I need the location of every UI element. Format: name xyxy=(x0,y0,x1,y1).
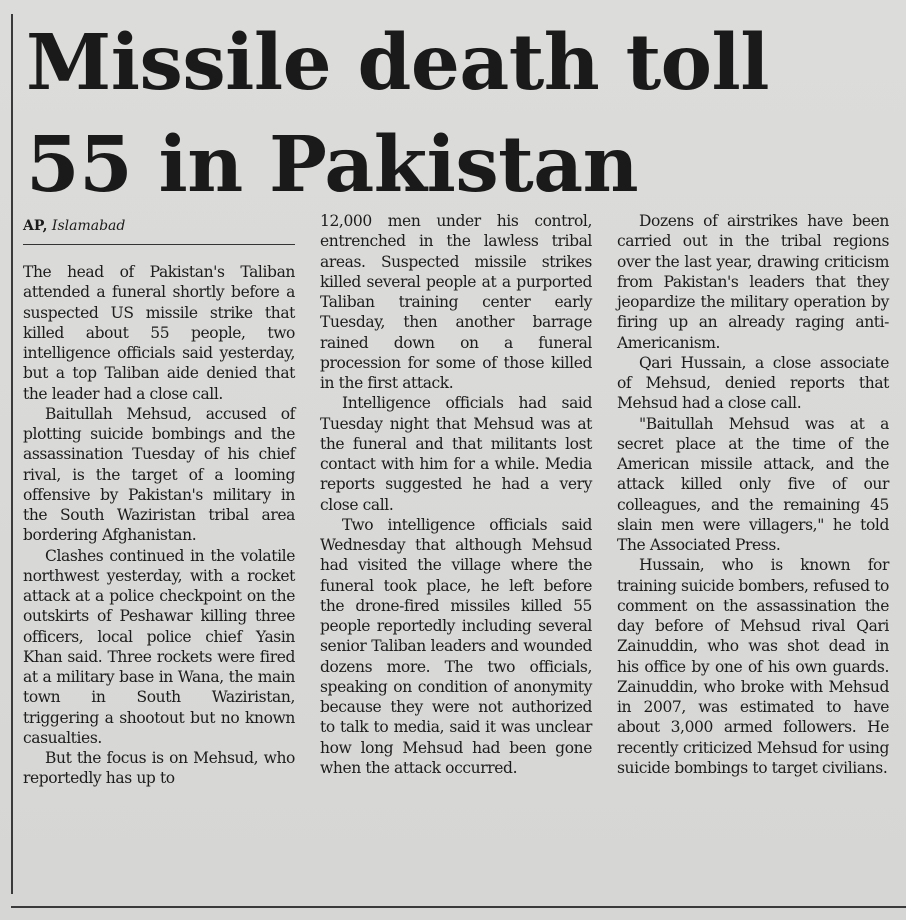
article-paragraph: Clashes continued in the volatile northwest yesterday, with a rocket attack at a police checkpoint on the outskirts of Peshawar killing three officers, local police chief Yasin Khan said. Three rockets were fired at a military base in Wana, the main town in South Waziristan, triggering a shootout but no known casualties. xyxy=(23,546,295,747)
article-paragraph: The head of Pakistan's Taliban attended a funeral shortly before a suspected US missile strike that killed about 55 people, two intelligence officials said yesterday, but a top Taliban aide denied that the leader had a close call. xyxy=(23,263,295,403)
article-paragraph: Dozens of airstrikes have been carried out in the tribal regions over the last year, drawing criticism from Pakistan's leaders that they jeopardize the military operation by firing up an already raging anti-Americanism. xyxy=(617,212,889,352)
article-paragraph: "Baitullah Mehsud was at a secret place at the time of the American missile attack, and the attack killed only five of our colleagues, and the remaining 45 slain men were villagers," he told The Associated Press. xyxy=(617,414,889,554)
article-paragraph: But the focus is on Mehsud, who reportedly has up to xyxy=(23,749,295,788)
article-column-1 xyxy=(23,262,295,789)
byline-agency: AP, xyxy=(23,218,48,234)
article-paragraph: Intelligence officials had said Tuesday night that Mehsud was at the funeral and that militants lost contact with him for a while. Media reports suggested he had a very close call. xyxy=(320,394,592,514)
headline xyxy=(26,12,896,216)
byline xyxy=(23,216,295,245)
headline-line-2: 55 in Pakistan xyxy=(26,120,639,210)
article-paragraph: 12,000 men under his control, entrenched in the lawless tribal areas. Suspected missile strikes killed several people at a purported Taliban training center early Tuesday, then another barrage rained down on a funeral procession for some of those killed in the first attack. xyxy=(320,212,592,392)
headline-line-1: Missile death toll xyxy=(26,18,769,108)
article-paragraph: Baitullah Mehsud, accused of plotting suicide bombings and the assassination Tuesday of his chief rival, is the target of a looming offensive by Pakistan's military in the South Waziristan tribal area bordering Afghanistan. xyxy=(23,404,295,545)
left-column-rule xyxy=(11,14,13,894)
byline-city: Islamabad xyxy=(51,218,126,234)
article-paragraph: Hussain, who is known for training suicide bombers, refused to comment on the assassination the day before of Mehsud rival Qari Zainuddin, who was shot dead in his office by one of his own guards. Zainuddin, who broke with Mehsud in 2007, was estimated to have about 3,000 armed followers. He recently criticized Mehsud for using suicide bombings to target civilians. xyxy=(617,556,889,777)
article-paragraph: Qari Hussain, a close associate of Mehsud, denied reports that Mehsud had a close call. xyxy=(617,353,889,413)
bottom-rule xyxy=(11,906,906,908)
article-paragraph: Two intelligence officials said Wednesday that although Mehsud had visited the village where the funeral took place, he left before the drone-fired missiles killed 55 people reportedly including several senior Taliban leaders and wounded dozens more. The two officials, speaking on condition of anonymity because they were not authorized to talk to media, said it was unclear how long Mehsud had been gone when the attack occurred. xyxy=(320,515,592,777)
article-column-3 xyxy=(617,211,889,778)
article-column-2 xyxy=(320,211,592,778)
